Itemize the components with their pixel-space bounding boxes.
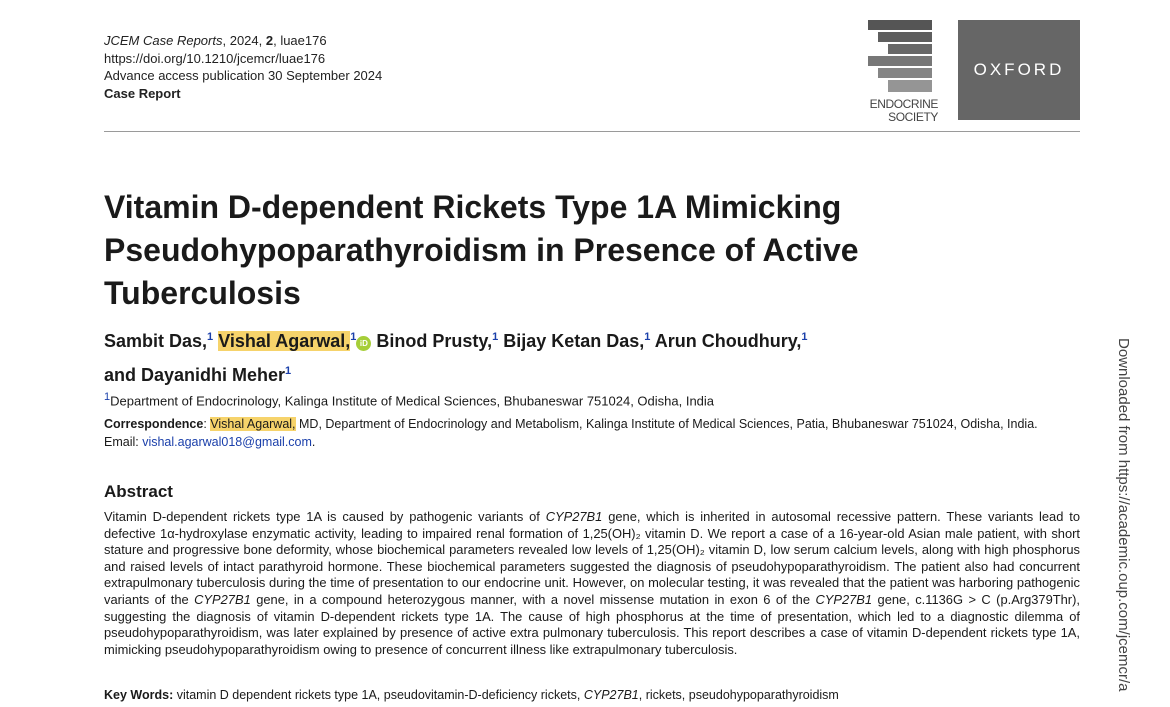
- article-metadata: [104, 32, 382, 102]
- article-title: Vitamin D-dependent Rickets Type 1A Mimicking Pseudohypoparathyroidism in Presence of Active Tuberculosis: [104, 189, 859, 311]
- affiliation-marker[interactable]: 1: [801, 331, 808, 343]
- article-type: Case Report: [104, 85, 181, 101]
- affiliation: $^1$Department of Endocrinology, Kalinga Institute of Medical Sciences, Bhubaneswar 751024, Odisha, India: [104, 391, 715, 409]
- affiliation-marker[interactable]: 1: [350, 331, 357, 343]
- endocrine-society-wordmark: ENDOCRINE SOCIETY: [869, 97, 938, 124]
- author-sambit-das[interactable]: Sambit Das,: [104, 331, 208, 351]
- oxford-logo[interactable]: OXFORD: [958, 20, 1080, 120]
- affiliation-marker[interactable]: 1: [644, 331, 651, 343]
- keywords-label: Key Words:: [104, 688, 174, 702]
- author-dayanidhi-meher[interactable]: and Dayanidhi Meher: [104, 365, 286, 385]
- author-list: [104, 322, 1044, 390]
- endocrine-society-logo[interactable]: [838, 20, 938, 126]
- author-vishal-agarwal[interactable]: Vishal Agarwal,: [218, 331, 351, 351]
- abstract-heading: Abstract: [104, 482, 173, 501]
- citation-line: JCEM Case Reports, 2024, 2, luae176: [104, 33, 327, 48]
- orcid-icon[interactable]: iD: [356, 336, 371, 351]
- affiliation-marker[interactable]: 1: [492, 331, 499, 343]
- author-binod-prusty[interactable]: Binod Prusty,: [376, 331, 493, 351]
- author-bijay-ketan-das[interactable]: Bijay Ketan Das,: [503, 331, 645, 351]
- affiliation-marker[interactable]: 1: [207, 331, 214, 343]
- keywords: Key Words: vitamin D dependent rickets type 1A, pseudovitamin-D-deficiency rickets, CYP27B1, rickets, pseudohypoparathyroidism: [104, 688, 839, 702]
- correspondence: Correspondence: Vishal Agarwal, MD, Department of Endocrinology and Metabolism, Kalinga Institute of Medical Sciences, Patia, Bhubaneswar 751024, Odisha, India. Email: vishal.agarwal018@gmail.com.: [104, 417, 1038, 449]
- correspondence-name: Vishal Agarwal,: [210, 417, 296, 431]
- abstract-body: Vitamin D-dependent rickets type 1A is caused by pathogenic variants of CYP27B1 gene, which is inherited in autosomal recessive pattern. These variants lead to defective 1α-hydroxylase enzymatic activity, leading to impaired renal formation of 1,25(OH)₂ vitamin D. We report a case of a 16-year-old Asian male patient, with short stature and progressive bone deformity, whose biochemical parameters revealed low levels of 1,25(OH)₂ vitamin D, low serum calcium levels, along with high phosphorus and raised levels of intact parathyroid hormone. These biochemical parameters suggested the diagnosis of pseudohypoparathyroidism. The patient also had concurrent extrapulmonary tuberculosis during the time of presentation to our endocrine unit. However, on molecular testing, it was revealed that the patient was harboring pathogenic variants of the CYP27B1 gene, in a compound heterozygous manner, with a novel missense mutation in exon 6 of the CYP27B1 gene, c.1136G > C (p.Arg379Thr), suggesting the diagnosis of vitamin D-dependent rickets type 1A. The cause of high phosphorus at the time of presentation, which led to a diagnostic dilemma of pseudohypoparathyroidism, was later explained by presence of active extra pulmonary tuberculosis. This report describes a case of vitamin D-dependent rickets type 1A, mimicking pseudohypoparathyroidism owing to presence of concurrent illness like extrapulmonary tuberculosis.: [104, 509, 1080, 657]
- header-divider: [104, 131, 1080, 132]
- doi-link[interactable]: https://doi.org/10.1210/jcemcr/luae176: [104, 50, 326, 66]
- email-link[interactable]: vishal.agarwal018@gmail.com: [142, 435, 312, 449]
- correspondence-label: Correspondence: [104, 417, 204, 431]
- access-date: Advance access publication 30 September 2024: [104, 68, 383, 83]
- author-arun-choudhury[interactable]: Arun Choudhury,: [654, 331, 802, 351]
- endocrine-society-emblem-icon: [868, 20, 932, 94]
- download-watermark: Downloaded from https://academic.oup.com/jcemcr/a: [1115, 338, 1132, 692]
- affiliation-marker[interactable]: 1: [285, 365, 292, 377]
